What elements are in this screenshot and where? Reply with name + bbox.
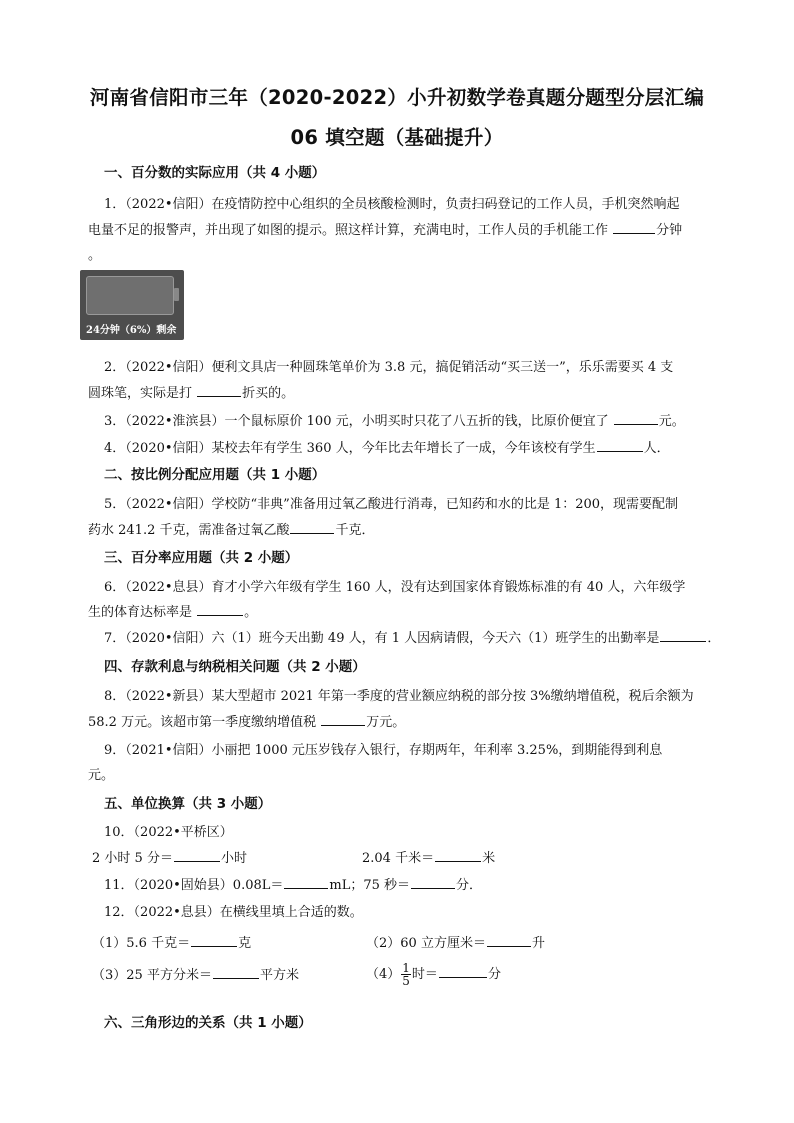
question-6-line-1: 6．（2022•息县）育才小学六年级有学生 160 人，没有达到国家体育锻炼标准的有 40 人，六年级学 bbox=[104, 580, 686, 595]
answer-blank[interactable] bbox=[284, 875, 328, 889]
answer-blank[interactable] bbox=[597, 438, 643, 452]
battery-image bbox=[80, 270, 184, 340]
question-12-part-2: （2）60 立方厘米＝ 升 bbox=[366, 932, 545, 951]
question-8-line-1: 8．（2022•新县）某大型超市 2021 年第一季度的营业额应纳税的部分按 3%缴纳增值税，税后余额为 bbox=[104, 689, 694, 704]
page-title: 河南省信阳市三年（2020-2022）小升初数学卷真题分题型分层汇编 bbox=[89, 86, 705, 109]
question-10-part-right: 2.04 千米＝ 米 bbox=[362, 847, 495, 866]
question-9-line-1: 9．（2021•信阳）小丽把 1000 元压岁钱存入银行，存期两年，年利率 3.25%，到期能得到利息 bbox=[104, 743, 663, 758]
answer-blank[interactable] bbox=[435, 848, 481, 862]
answer-blank[interactable] bbox=[487, 933, 531, 947]
question-12-heading: 12．（2022•息县）在横线里填上合适的数。 bbox=[104, 905, 363, 920]
answer-blank[interactable] bbox=[197, 602, 243, 616]
answer-blank[interactable] bbox=[191, 933, 237, 947]
battery-icon bbox=[86, 276, 174, 315]
question-12-part-3: （3）25 平方分米＝ 平方米 bbox=[92, 964, 299, 983]
answer-blank[interactable] bbox=[174, 848, 220, 862]
question-12-part-4: （4） $\frac{1}{5}$ 时＝ 分 bbox=[366, 961, 501, 988]
answer-blank[interactable] bbox=[660, 628, 706, 642]
battery-terminal bbox=[174, 288, 179, 301]
section-heading-1: 一、百分数的实际应用（共 4 小题） bbox=[104, 165, 326, 181]
question-12-part-1: （1）5.6 千克＝ 克 bbox=[92, 932, 251, 951]
question-5-line-1: 5．（2022•信阳）学校防“非典”准备用过氧乙酸进行消毒，已知药和水的比是 1：200，现需要配制 bbox=[104, 497, 679, 512]
question-7: 7．（2020•信阳）六（1）班今天出勤 49 人，有 1 人因病请假，今天六（1）班学生的出勤率是 ． bbox=[104, 627, 720, 646]
section-heading-5: 五、单位换算（共 3 小题） bbox=[104, 796, 272, 812]
question-1-line-1: 1．（2022•信阳）在疫情防控中心组织的全员核酸检测时，负责扫码登记的工作人员，手机突然响起 bbox=[104, 197, 680, 212]
answer-blank[interactable] bbox=[290, 520, 334, 534]
question-1-line-3: 。 bbox=[88, 248, 102, 263]
question-6-line-2: 生的体育达标率是 。 bbox=[88, 601, 257, 620]
answer-blank[interactable] bbox=[613, 220, 655, 234]
question-8-line-2: 58.2 万元。该超市第一季度缴纳增值税 万元。 bbox=[88, 711, 405, 730]
section-heading-2: 二、按比例分配应用题（共 1 小题） bbox=[104, 467, 326, 483]
question-3: 3．（2022•淮滨县）一个鼠标原价 100 元，小明买时只花了八五折的钱，比原价便宜了 元。 bbox=[104, 410, 685, 429]
answer-blank[interactable] bbox=[439, 964, 487, 978]
answer-blank[interactable] bbox=[197, 383, 241, 397]
battery-caption: 24分钟（6%）剩余 bbox=[86, 325, 177, 336]
question-4: 4．（2020•信阳）某校去年有学生 360 人，今年比去年增长了一成，今年该校有学生 人． bbox=[104, 437, 670, 456]
answer-blank[interactable] bbox=[213, 965, 259, 979]
question-9-line-2: 元。 bbox=[88, 768, 115, 783]
answer-blank[interactable] bbox=[321, 712, 365, 726]
question-10-heading: 10．（2022•平桥区） bbox=[104, 825, 233, 840]
question-5-line-2: 药水 241.2 千克，需准备过氧乙酸 千克． bbox=[88, 519, 375, 538]
question-10-part-left: 2 小时 5 分＝ 小时 bbox=[92, 847, 247, 866]
answer-blank[interactable] bbox=[614, 411, 658, 425]
question-11: 11．（2020•固始县）0.08L＝ mL；75 秒＝ 分． bbox=[104, 874, 482, 893]
fraction: $\frac{1}{5}$ bbox=[402, 961, 410, 988]
question-2-line-2: 圆珠笔，实际是打 折买的。 bbox=[88, 382, 294, 401]
question-1-line-2: 电量不足的报警声，并出现了如图的提示。照这样计算，充满电时，工作人员的手机能工作 分钟 bbox=[88, 219, 682, 238]
answer-blank[interactable] bbox=[411, 875, 455, 889]
section-heading-3: 三、百分率应用题（共 2 小题） bbox=[104, 550, 299, 566]
section-heading-6: 六、三角形边的关系（共 1 小题） bbox=[104, 1015, 312, 1031]
section-heading-4: 四、存款利息与纳税相关问题（共 2 小题） bbox=[104, 659, 366, 675]
page-subtitle: 06 填空题（基础提升） bbox=[290, 126, 504, 149]
question-2-line-1: 2．（2022•信阳）便利文具店一种圆珠笔单价为 3.8 元，搞促销活动“买三送一”，乐乐需要买 4 支 bbox=[104, 360, 674, 375]
